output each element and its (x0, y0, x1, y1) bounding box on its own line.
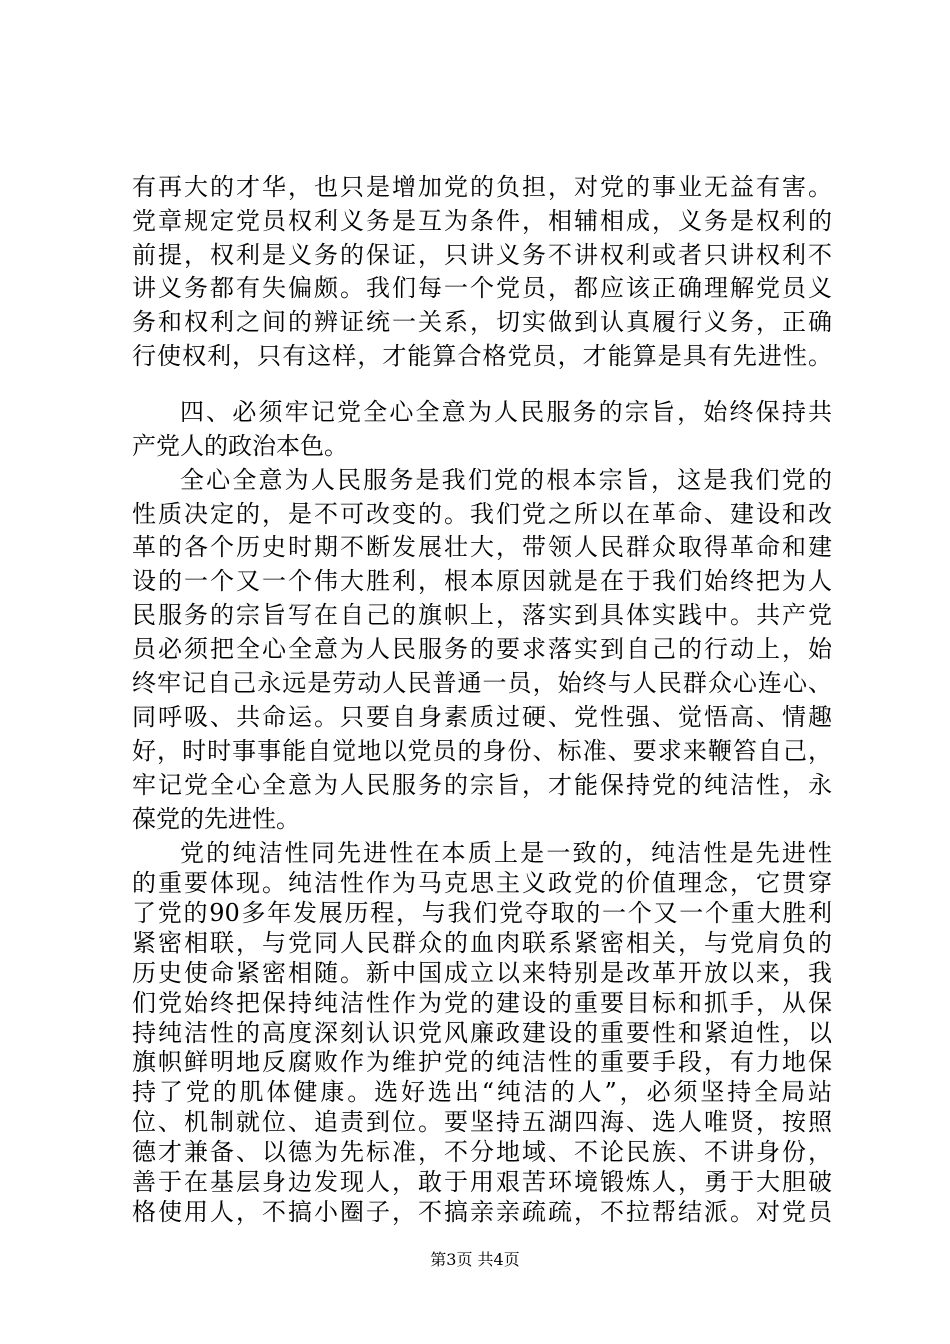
text-line: 终牢记自己永远是劳动人民普通一员，始终与人民群众心连心、 (132, 669, 832, 697)
text-line: 紧密相联，与党同人民群众的血肉联系紧密相关，与党肩负的 (132, 929, 832, 957)
text-line: 持了党的肌体健康。选好选出“纯洁的人”，必须坚持全局站 (132, 1078, 832, 1106)
text-line: 们党始终把保持纯洁性作为党的建设的重要目标和抓手，从保 (132, 989, 832, 1017)
text-line: 的重要体现。纯洁性作为马克思主义政党的价值理念，它贯穿 (132, 869, 832, 897)
section-heading-line: 产党人的政治本色。 (132, 432, 348, 460)
text-line: 员必须把全心全意为人民服务的要求落实到自己的行动上，始 (132, 635, 832, 663)
text-line: 革的各个历史时期不断发展壮大，带领人民群众取得革命和建 (132, 533, 832, 561)
text-line: 葆党的先进性。 (132, 805, 300, 833)
text-line: 善于在基层身边发现人，敢于用艰苦环境锻炼人，勇于大胆破 (132, 1168, 832, 1196)
text-line: 位、机制就位、追责到位。要坚持五湖四海、选人唯贤，按照 (132, 1108, 832, 1136)
text-line: 有再大的才华，也只是增加党的负担，对党的事业无益有害。 (132, 173, 832, 201)
text-line: 讲义务都有失偏颇。我们每一个党员，都应该正确理解党员义 (132, 274, 832, 302)
text-line: 性质决定的，是不可改变的。我们党之所以在革命、建设和改 (132, 500, 832, 528)
text-line: 持纯洁性的高度深刻认识党风廉政建设的重要性和紧迫性，以 (132, 1019, 832, 1047)
text-line: 历史使命紧密相随。新中国成立以来特别是改革开放以来，我 (132, 959, 832, 987)
text-line: 民服务的宗旨写在自己的旗帜上，落实到具体实践中。共产党 (132, 601, 832, 629)
page-number-footer: 第3页 共4页 (430, 1250, 520, 1269)
paragraph-first-line: 党的纯洁性同先进性在本质上是一致的，纯洁性是先进性 (180, 839, 832, 867)
paragraph-first-line: 全心全意为人民服务是我们党的根本宗旨，这是我们党的 (180, 466, 832, 494)
text-line: 设的一个又一个伟大胜利，根本原因就是在于我们始终把为人 (132, 567, 832, 595)
text-line: 行使权利，只有这样，才能算合格党员，才能算是具有先进性。 (132, 342, 832, 370)
text-line: 德才兼备、以德为先标准，不分地域、不论民族、不讲身份， (132, 1138, 832, 1166)
text-line: 同呼吸、共命运。只要自身素质过硬、党性强、觉悟高、情趣 (132, 703, 832, 731)
text-line: 旗帜鲜明地反腐败作为维护党的纯洁性的重要手段，有力地保 (132, 1048, 832, 1076)
text-line: 好，时时事事能自觉地以党员的身份、标准、要求来鞭笞自己， (132, 737, 832, 765)
text-line: 前提，权利是义务的保证，只讲义务不讲权利或者只讲权利不 (132, 241, 832, 269)
section-heading-line: 四、必须牢记党全心全意为人民服务的宗旨，始终保持共 (180, 398, 832, 426)
text-line: 了党的90多年发展历程，与我们党夺取的一个又一个重大胜利 (132, 899, 832, 927)
text-line: 务和权利之间的辨证统一关系，切实做到认真履行义务，正确 (132, 308, 832, 336)
text-line: 牢记党全心全意为人民服务的宗旨，才能保持党的纯洁性，永 (132, 771, 832, 799)
text-line: 党章规定党员权利义务是互为条件，相辅相成，义务是权利的 (132, 207, 832, 235)
text-line: 格使用人，不搞小圈子，不搞亲亲疏疏，不拉帮结派。对党员 (132, 1198, 832, 1226)
